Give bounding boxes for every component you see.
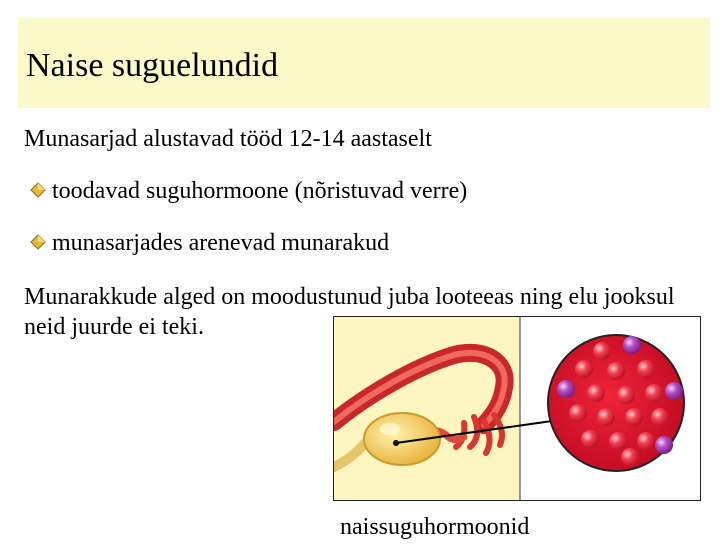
- body-paragraph: Munarakkude alged on moodustunud juba looteeas ning elu jooksul neid juurde ei teki.: [24, 284, 675, 340]
- intro-text: Munasarjad alustavad tööd 12-14 aastaselt: [24, 126, 432, 152]
- ovary-follicle-diagram: [334, 317, 700, 500]
- diamond-bullet-icon: [30, 182, 46, 198]
- bullet-text: munasarjades arenevad munarakud: [52, 230, 390, 256]
- figure-caption: naissuguhormoonid: [340, 514, 530, 540]
- bullet-text: toodavad suguhormoone (nõristuvad verre): [52, 178, 468, 204]
- bullet-item-1: [30, 176, 467, 206]
- title-bar: [18, 18, 710, 108]
- ovary-illustration: [333, 316, 701, 501]
- bullet-item-2: [30, 228, 389, 258]
- slide-title: Naise suguelundid: [26, 47, 279, 84]
- diamond-bullet-icon: [30, 234, 46, 250]
